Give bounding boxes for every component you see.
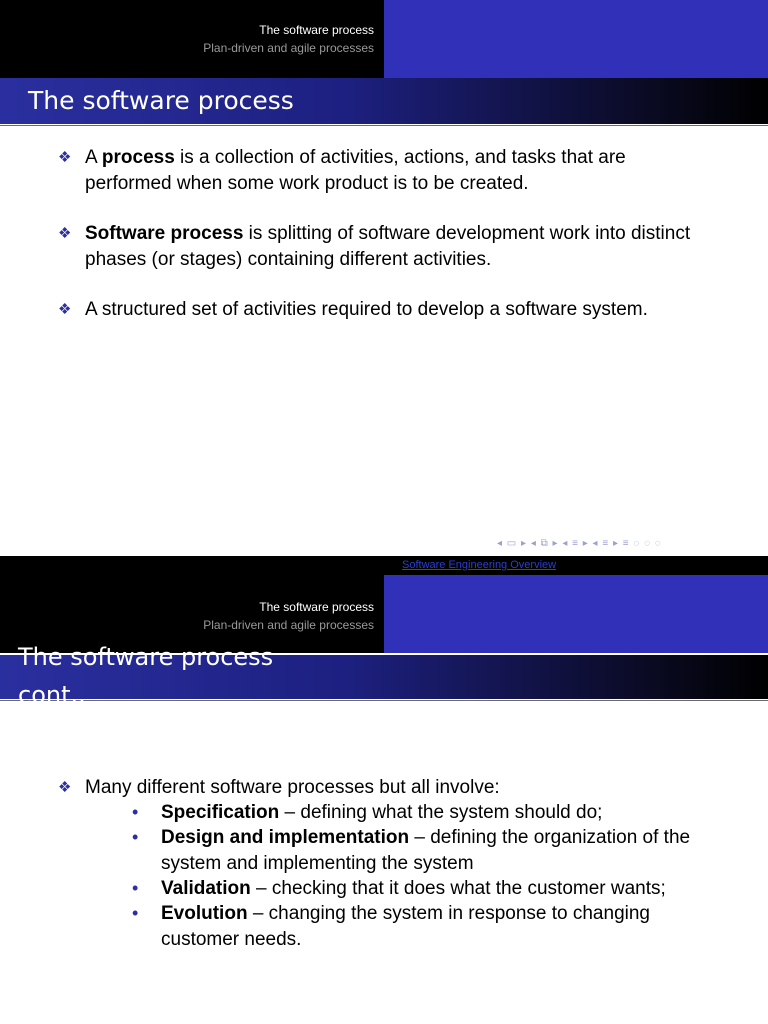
header-section[interactable]: The software process — [259, 23, 374, 37]
dot-bullet-icon: • — [132, 903, 139, 923]
dot-bullet-icon: • — [132, 878, 139, 898]
diamond-bullet-icon: ❖ — [58, 149, 72, 166]
diamond-bullet-icon: ❖ — [58, 779, 72, 796]
bullet-text: A structured set of activities required to develop a software system. — [85, 299, 648, 320]
title-underline — [0, 125, 768, 126]
title-bar — [0, 78, 768, 124]
bullet-text: Software process is splitting of software development work into distinct phases (or stages) containing different activities. — [85, 223, 691, 270]
header-left-panel — [0, 0, 384, 78]
header-subsection[interactable]: Plan-driven and agile processes — [203, 41, 374, 55]
slide-separator — [0, 556, 768, 575]
slide-header — [0, 0, 768, 78]
sub-bullet-text: Validation – checking that it does what the customer wants; — [161, 878, 666, 899]
bullet-text: A process is a collection of activities, actions, and tasks that are performed when some work product is to be created. — [85, 147, 626, 194]
header-right-panel — [384, 0, 768, 78]
sub-bullet-text: Design and implementation – defining the organization of the system and implementing the system — [161, 827, 691, 874]
dot-bullet-icon: • — [132, 802, 139, 822]
slide-2 — [0, 575, 768, 1024]
dot-bullet-icon: • — [132, 827, 139, 847]
slide-title: The software process cont.. — [18, 643, 274, 709]
footer-link[interactable]: Software Engineering Overview — [402, 559, 557, 571]
header-right-panel — [384, 575, 768, 653]
header-section[interactable]: The software process — [259, 600, 374, 614]
diamond-bullet-icon: ❖ — [58, 225, 72, 242]
slide-title: The software process — [28, 86, 294, 115]
header-subsection[interactable]: Plan-driven and agile processes — [203, 618, 374, 632]
sub-bullet-text: Evolution – changing the system in response to changing customer needs. — [161, 903, 650, 950]
bullet-text: Many different software processes but all involve: — [85, 777, 500, 798]
beamer-navigation-symbols[interactable]: ◂ ▭ ▸ ◂ ⧉ ▸ ◂ ≡ ▸ ◂ ≡ ▸ ≡ ◌ ◌ ◌ — [497, 538, 662, 549]
sub-bullet-text: Specification – defining what the system should do; — [161, 802, 603, 823]
diamond-bullet-icon: ❖ — [58, 301, 72, 318]
